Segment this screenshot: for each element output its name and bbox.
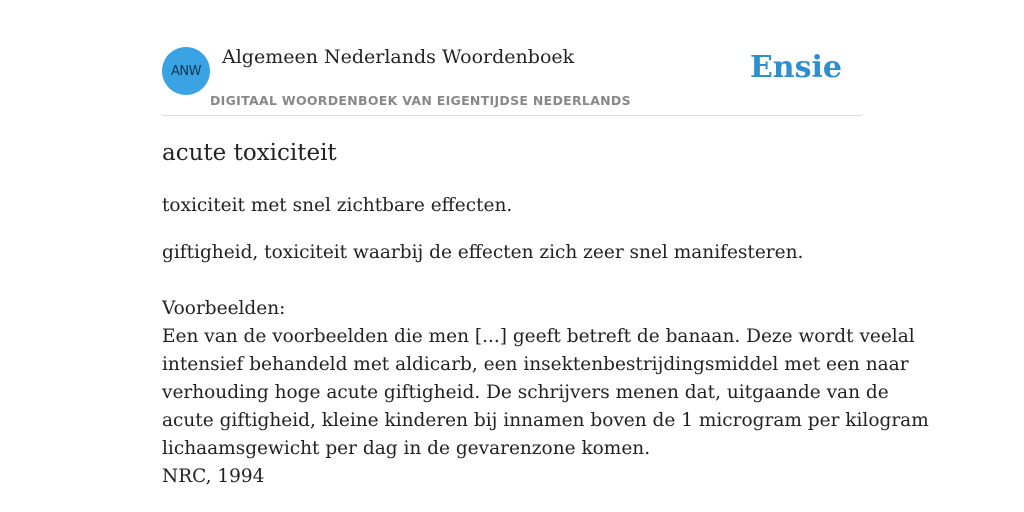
example-source: NRC, 1994 [162, 466, 265, 487]
ensie-logo[interactable]: Ensie [749, 50, 842, 85]
header-divider [162, 115, 862, 116]
anw-logo[interactable] [162, 47, 210, 95]
headword: acute toxiciteit [162, 140, 337, 166]
gloss-text: giftigheid, toxiciteit waarbij de effecten zich zeer snel manifesteren. [162, 242, 804, 263]
examples-block [162, 295, 929, 491]
example-line: lichaamsgewicht per dag in de gevarenzone komen. [162, 438, 651, 459]
example-line: Een van de voorbeelden die men [...] geeft betreft de banaan. Deze wordt veelal [162, 326, 915, 347]
anw-logo-text: ANW [171, 63, 201, 79]
dictionary-title[interactable]: Algemeen Nederlands Woordenboek [222, 46, 575, 68]
definition-text: toxiciteit met snel zichtbare effecten. [162, 195, 513, 216]
example-line: acute giftigheid, kleine kinderen bij innamen boven de 1 microgram per kilogram [162, 410, 929, 431]
dictionary-subtitle: DIGITAAL WOORDENBOEK VAN EIGENTIJDSE NEDERLANDS [210, 93, 631, 108]
example-line: verhouding hoge acute giftigheid. De schrijvers menen dat, uitgaande van de [162, 382, 889, 403]
examples-label: Voorbeelden: [162, 298, 286, 319]
example-line: intensief behandeld met aldicarb, een insektenbestrijdingsmiddel met een naar [162, 354, 909, 375]
